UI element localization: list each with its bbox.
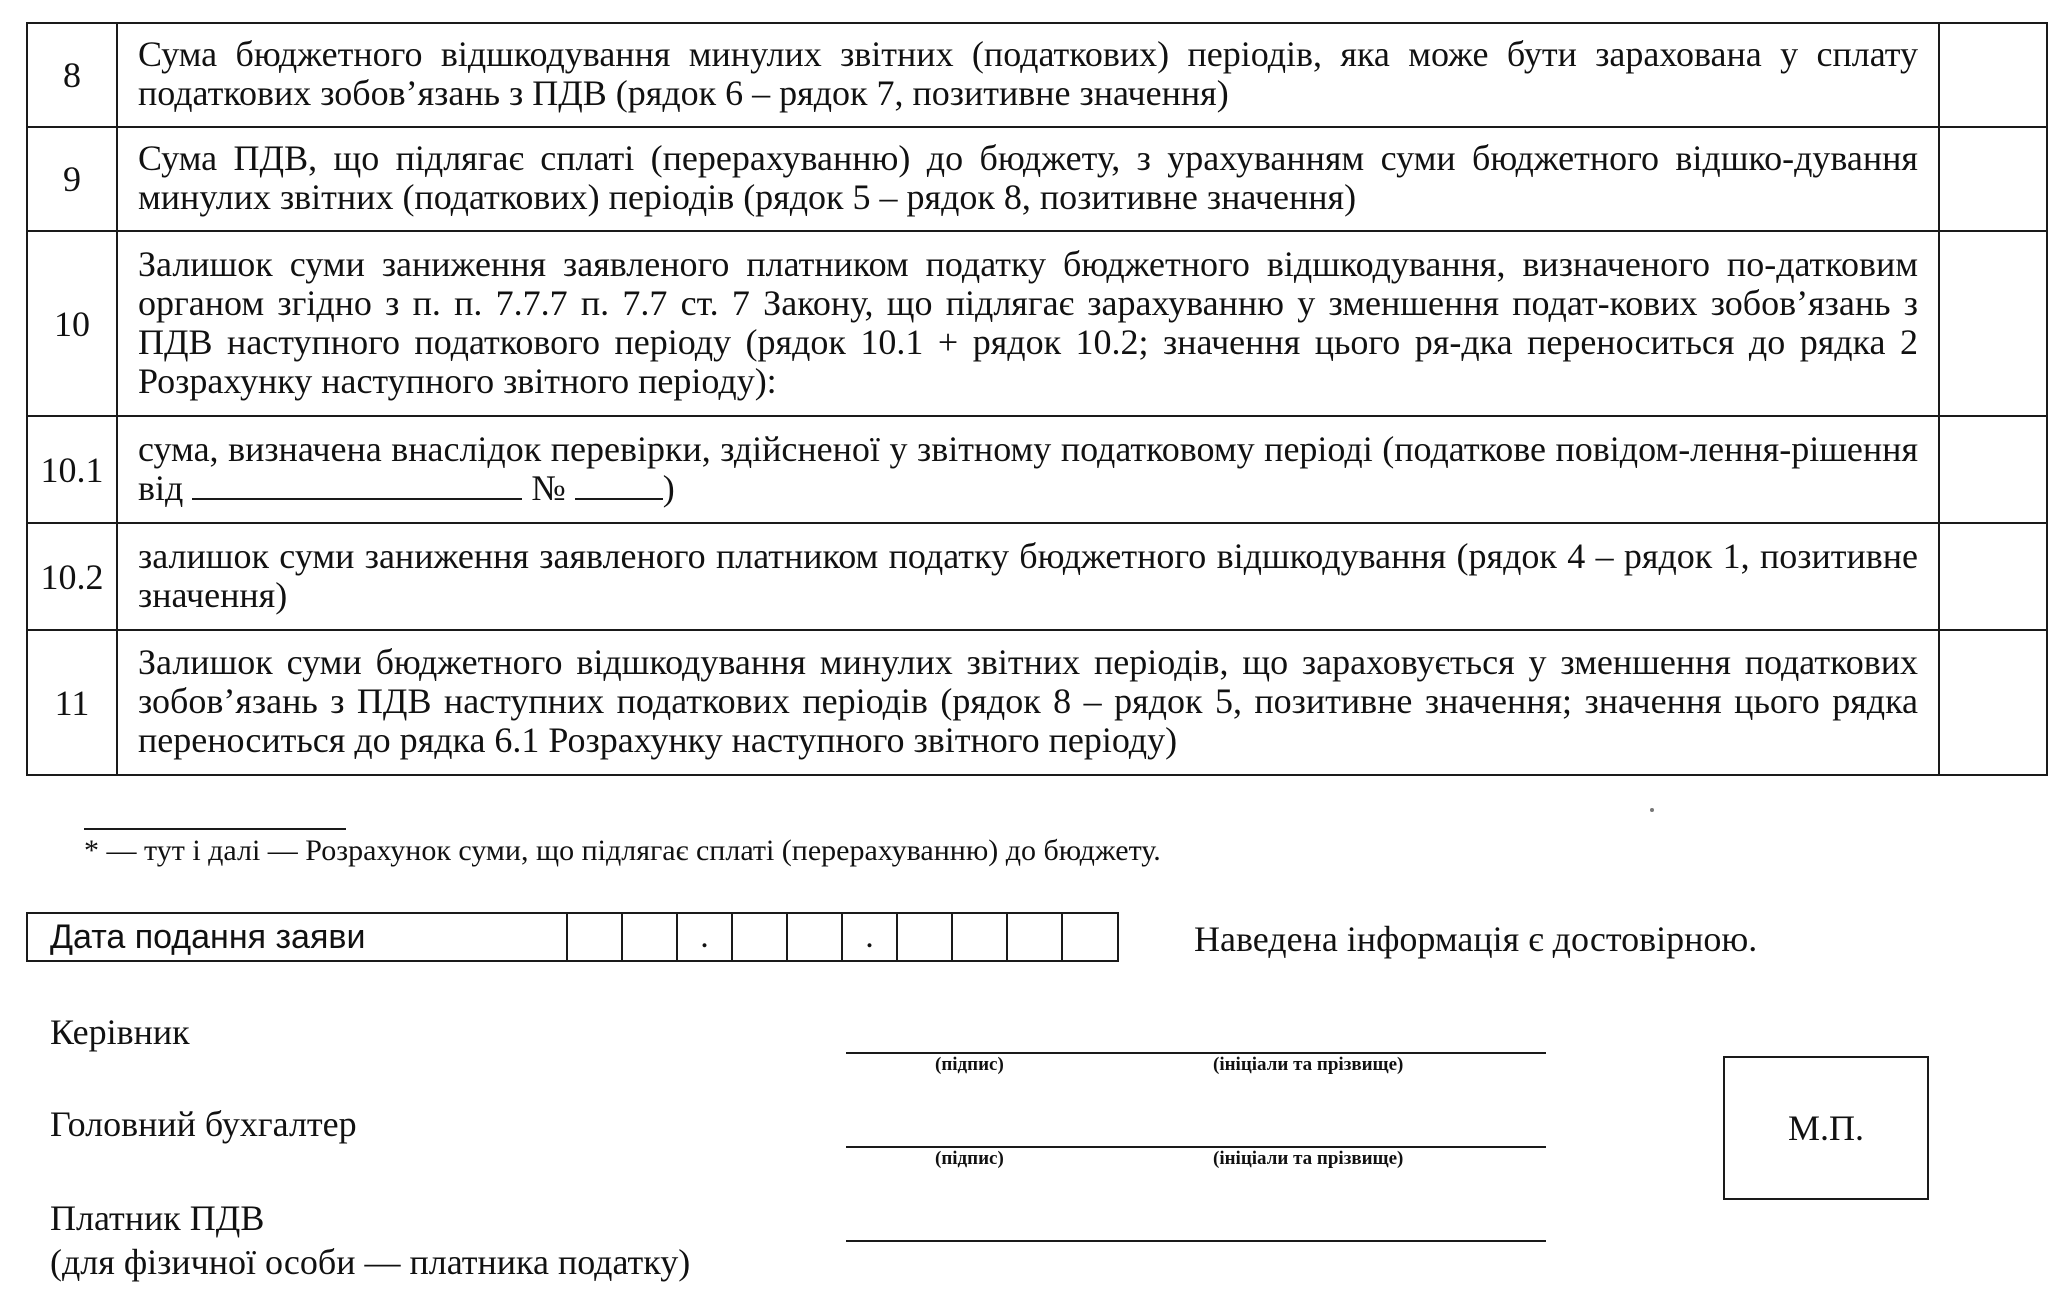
date-digit-cell[interactable] [1006,914,1061,960]
table-row [27,23,2047,127]
date-digit-cell[interactable] [1061,914,1117,960]
date-digit-cell[interactable] [566,914,621,960]
row-number: 10 [27,231,117,416]
accountant-label: Головний бухгалтер [50,1104,357,1144]
footnote: * — тут і далі — Розрахунок суми, що підлягає сплаті (перерахуванню) до бюджету. [84,834,1161,867]
stamp-box [1723,1056,1929,1200]
closing-paren: ) [662,467,675,508]
accuracy-statement: Наведена інформація є достовірною. [1194,919,1758,959]
date-digit-cell[interactable] [731,914,786,960]
row-description: Залишок суми бюджетного відшкодування минулих звітних періодів, що зараховується у зменшення податкових зобов’язань з ПДВ наступних податкових періодів (рядок 8 – рядок 5, позитивне значення; значення цього рядка переноситься до рядка 6.1 Розрахунку наступного звітного періоду) [117,630,1939,775]
row-description-start: сума, визначена внаслідок перевірки, здійсненої у звітному податковому періоді (податкове повідом-лення-рішення від [138,428,1918,508]
date-digit-cell[interactable] [951,914,1006,960]
row-number: 9 [27,127,117,231]
date-separator: . [676,914,731,960]
table-row [27,127,2047,231]
decision-number-blank[interactable] [575,498,663,500]
submission-date-field [26,912,1119,962]
row-number: 10.2 [27,523,117,630]
date-digit-cell[interactable] [621,914,676,960]
signature-hint: (підпис) [935,1148,1004,1169]
table-row [27,231,2047,416]
date-field-label: Дата подання заяви [50,918,366,956]
decision-date-blank[interactable] [192,498,522,500]
calculation-table [26,22,2048,776]
row-number: 10.1 [27,416,117,523]
row-value-cell[interactable] [1939,127,2047,231]
row-description: залишок суми заниження заявленого платником податку бюджетного відшкодування (рядок 4 – рядок 1, позитивне значення) [117,523,1939,630]
date-separator: . [841,914,896,960]
row-description: Залишок суми заниження заявленого платником податку бюджетного відшкодування, визначеного по-датковим органом згідно з п. п. 7.7.7 п. 7.7 ст. 7 Закону, що підлягає зарахуванню у зменшення подат-кових зобов’язань з ПДВ наступного податкового періоду (рядок 10.1 + рядок 10.2; значення цього ря-дка переноситься до рядка 2 Розрахунку наступного звітного періоду): [117,231,1939,416]
row-value-cell[interactable] [1939,23,2047,127]
row-value-cell[interactable] [1939,416,2047,523]
row-description: Сума бюджетного відшкодування минулих звітних (податкових) періодів, яка може бути зарахована у сплату податкових зобов’язань з ПДВ (рядок 6 – рядок 7, позитивне значення) [117,23,1939,127]
date-digit-cell[interactable] [786,914,841,960]
row-number: 11 [27,630,117,775]
date-digit-cell[interactable] [896,914,951,960]
row-value-cell[interactable] [1939,630,2047,775]
table-row [27,523,2047,630]
footnote-rule [84,828,346,830]
name-hint: (ініціали та прізвище) [1213,1054,1404,1075]
row-value-cell[interactable] [1939,523,2047,630]
signature-hint: (підпис) [935,1054,1004,1075]
row-description: Сума ПДВ, що підлягає сплаті (перерахуванню) до бюджету, з урахуванням суми бюджетного відшко-дування минулих звітних (податкових) періодів (рядок 5 – рядок 8, позитивне значення) [117,127,1939,231]
table-row [27,416,2047,523]
table-row [27,630,2047,775]
number-sign: № [531,467,566,508]
payer-label: Платник ПДВ [50,1198,265,1238]
head-label: Керівник [50,1012,190,1052]
scan-speck [1650,808,1654,812]
row-value-cell[interactable] [1939,231,2047,416]
payer-signature-line[interactable] [846,1240,1546,1242]
name-hint: (ініціали та прізвище) [1213,1148,1404,1169]
stamp-label: М.П. [1787,1108,1864,1148]
payer-label-note: (для фізичної особи — платника податку) [50,1242,691,1282]
row-description [117,416,1939,523]
row-number: 8 [27,23,117,127]
